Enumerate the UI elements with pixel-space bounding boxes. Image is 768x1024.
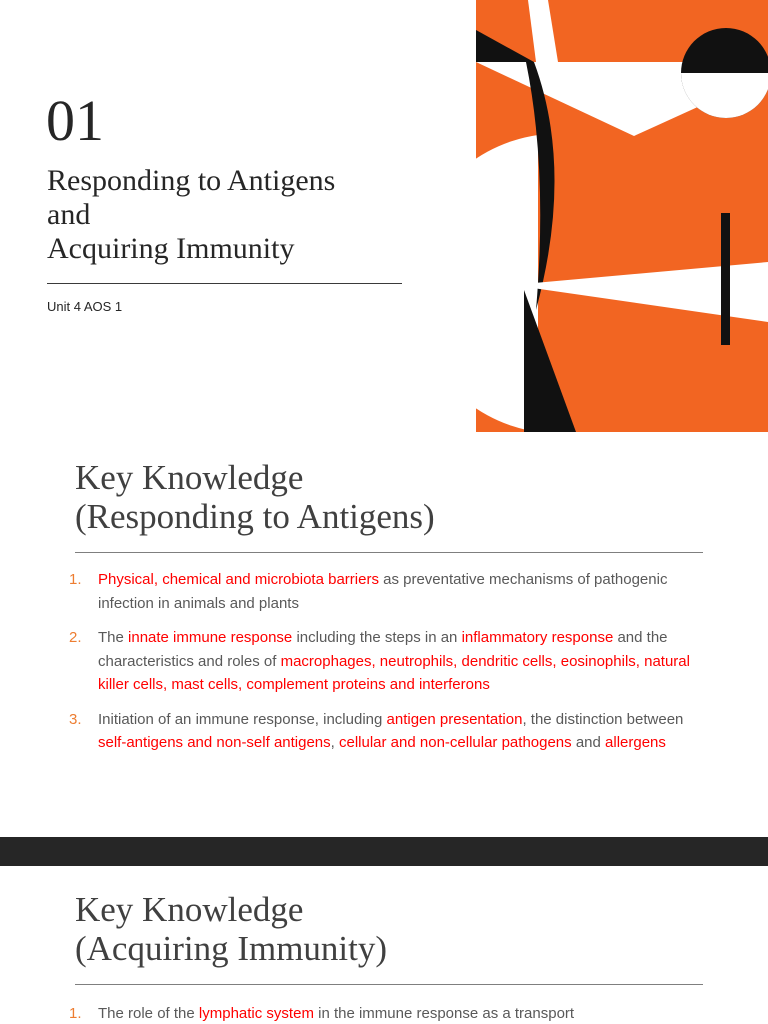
- list-item: [69, 1002, 709, 1024]
- key-knowledge-list: [69, 568, 709, 766]
- key-knowledge-acquiring-slide: [0, 866, 768, 1024]
- list-item-text: Initiation of an immune response, including: [98, 710, 387, 728]
- list-item-number: 1.: [69, 571, 82, 588]
- list-item-text: and: [571, 734, 606, 751]
- list-item: [69, 626, 709, 697]
- title-line: Responding to Antigens: [47, 164, 336, 197]
- list-item-text: in the immune response as a transport: [313, 1005, 575, 1022]
- list-item-number: 2.: [69, 629, 82, 646]
- title-line: (Responding to Antigens): [75, 497, 435, 536]
- highlighted-term: macrophages, neutrophils, dendritic cells, eosinophils, natural killer cells, mast cells, complement proteins and interferons: [98, 652, 690, 693]
- title-divider: [47, 283, 402, 284]
- slide-separator: [0, 837, 768, 866]
- highlighted-term: Physical, chemical and microbiota barriers: [98, 571, 379, 588]
- list-item: [69, 708, 709, 755]
- list-item-number: 1.: [69, 1005, 82, 1022]
- list-item: [69, 568, 709, 615]
- title-divider: [75, 552, 703, 553]
- list-item-text: , the distinction between: [522, 710, 684, 728]
- title-line: and: [47, 198, 91, 231]
- key-knowledge-list: [69, 1002, 709, 1024]
- slide-title: [75, 458, 435, 536]
- title-line: Key Knowledge: [75, 890, 304, 929]
- slide-title: [75, 890, 387, 968]
- presentation-title: [47, 164, 447, 266]
- highlighted-term: inflammatory response: [461, 629, 614, 646]
- highlighted-term: self-antigens and non-self antigens: [98, 734, 331, 751]
- list-item-text: including the steps in an: [292, 629, 462, 646]
- title-slide: [0, 0, 768, 432]
- list-item-number: 3.: [69, 710, 82, 728]
- title-divider: [75, 984, 703, 985]
- section-number: 01: [46, 88, 104, 153]
- highlighted-term: innate immune response: [128, 629, 293, 646]
- list-item-text: as preventative mechanisms of pathogenic infection in animals and plants: [98, 571, 668, 612]
- highlighted-term: lymphatic system: [198, 1005, 314, 1022]
- list-item-text: and the characteristics and roles of: [98, 629, 668, 670]
- abstract-artwork-image: [476, 0, 768, 432]
- title-line: Key Knowledge: [75, 458, 304, 497]
- presentation-subtitle: Unit 4 AOS 1: [47, 299, 123, 314]
- list-item-text: The: [98, 629, 129, 646]
- title-line: Acquiring Immunity: [47, 232, 295, 265]
- highlighted-term: cellular and non-cellular pathogens: [339, 734, 572, 751]
- title-line: (Acquiring Immunity): [75, 929, 388, 968]
- list-item-text: ,: [330, 734, 339, 751]
- highlighted-term: antigen presentation: [386, 710, 523, 728]
- list-item-text: The role of the: [98, 1005, 199, 1022]
- key-knowledge-responding-slide: [0, 432, 768, 837]
- highlighted-term: allergens: [605, 734, 666, 751]
